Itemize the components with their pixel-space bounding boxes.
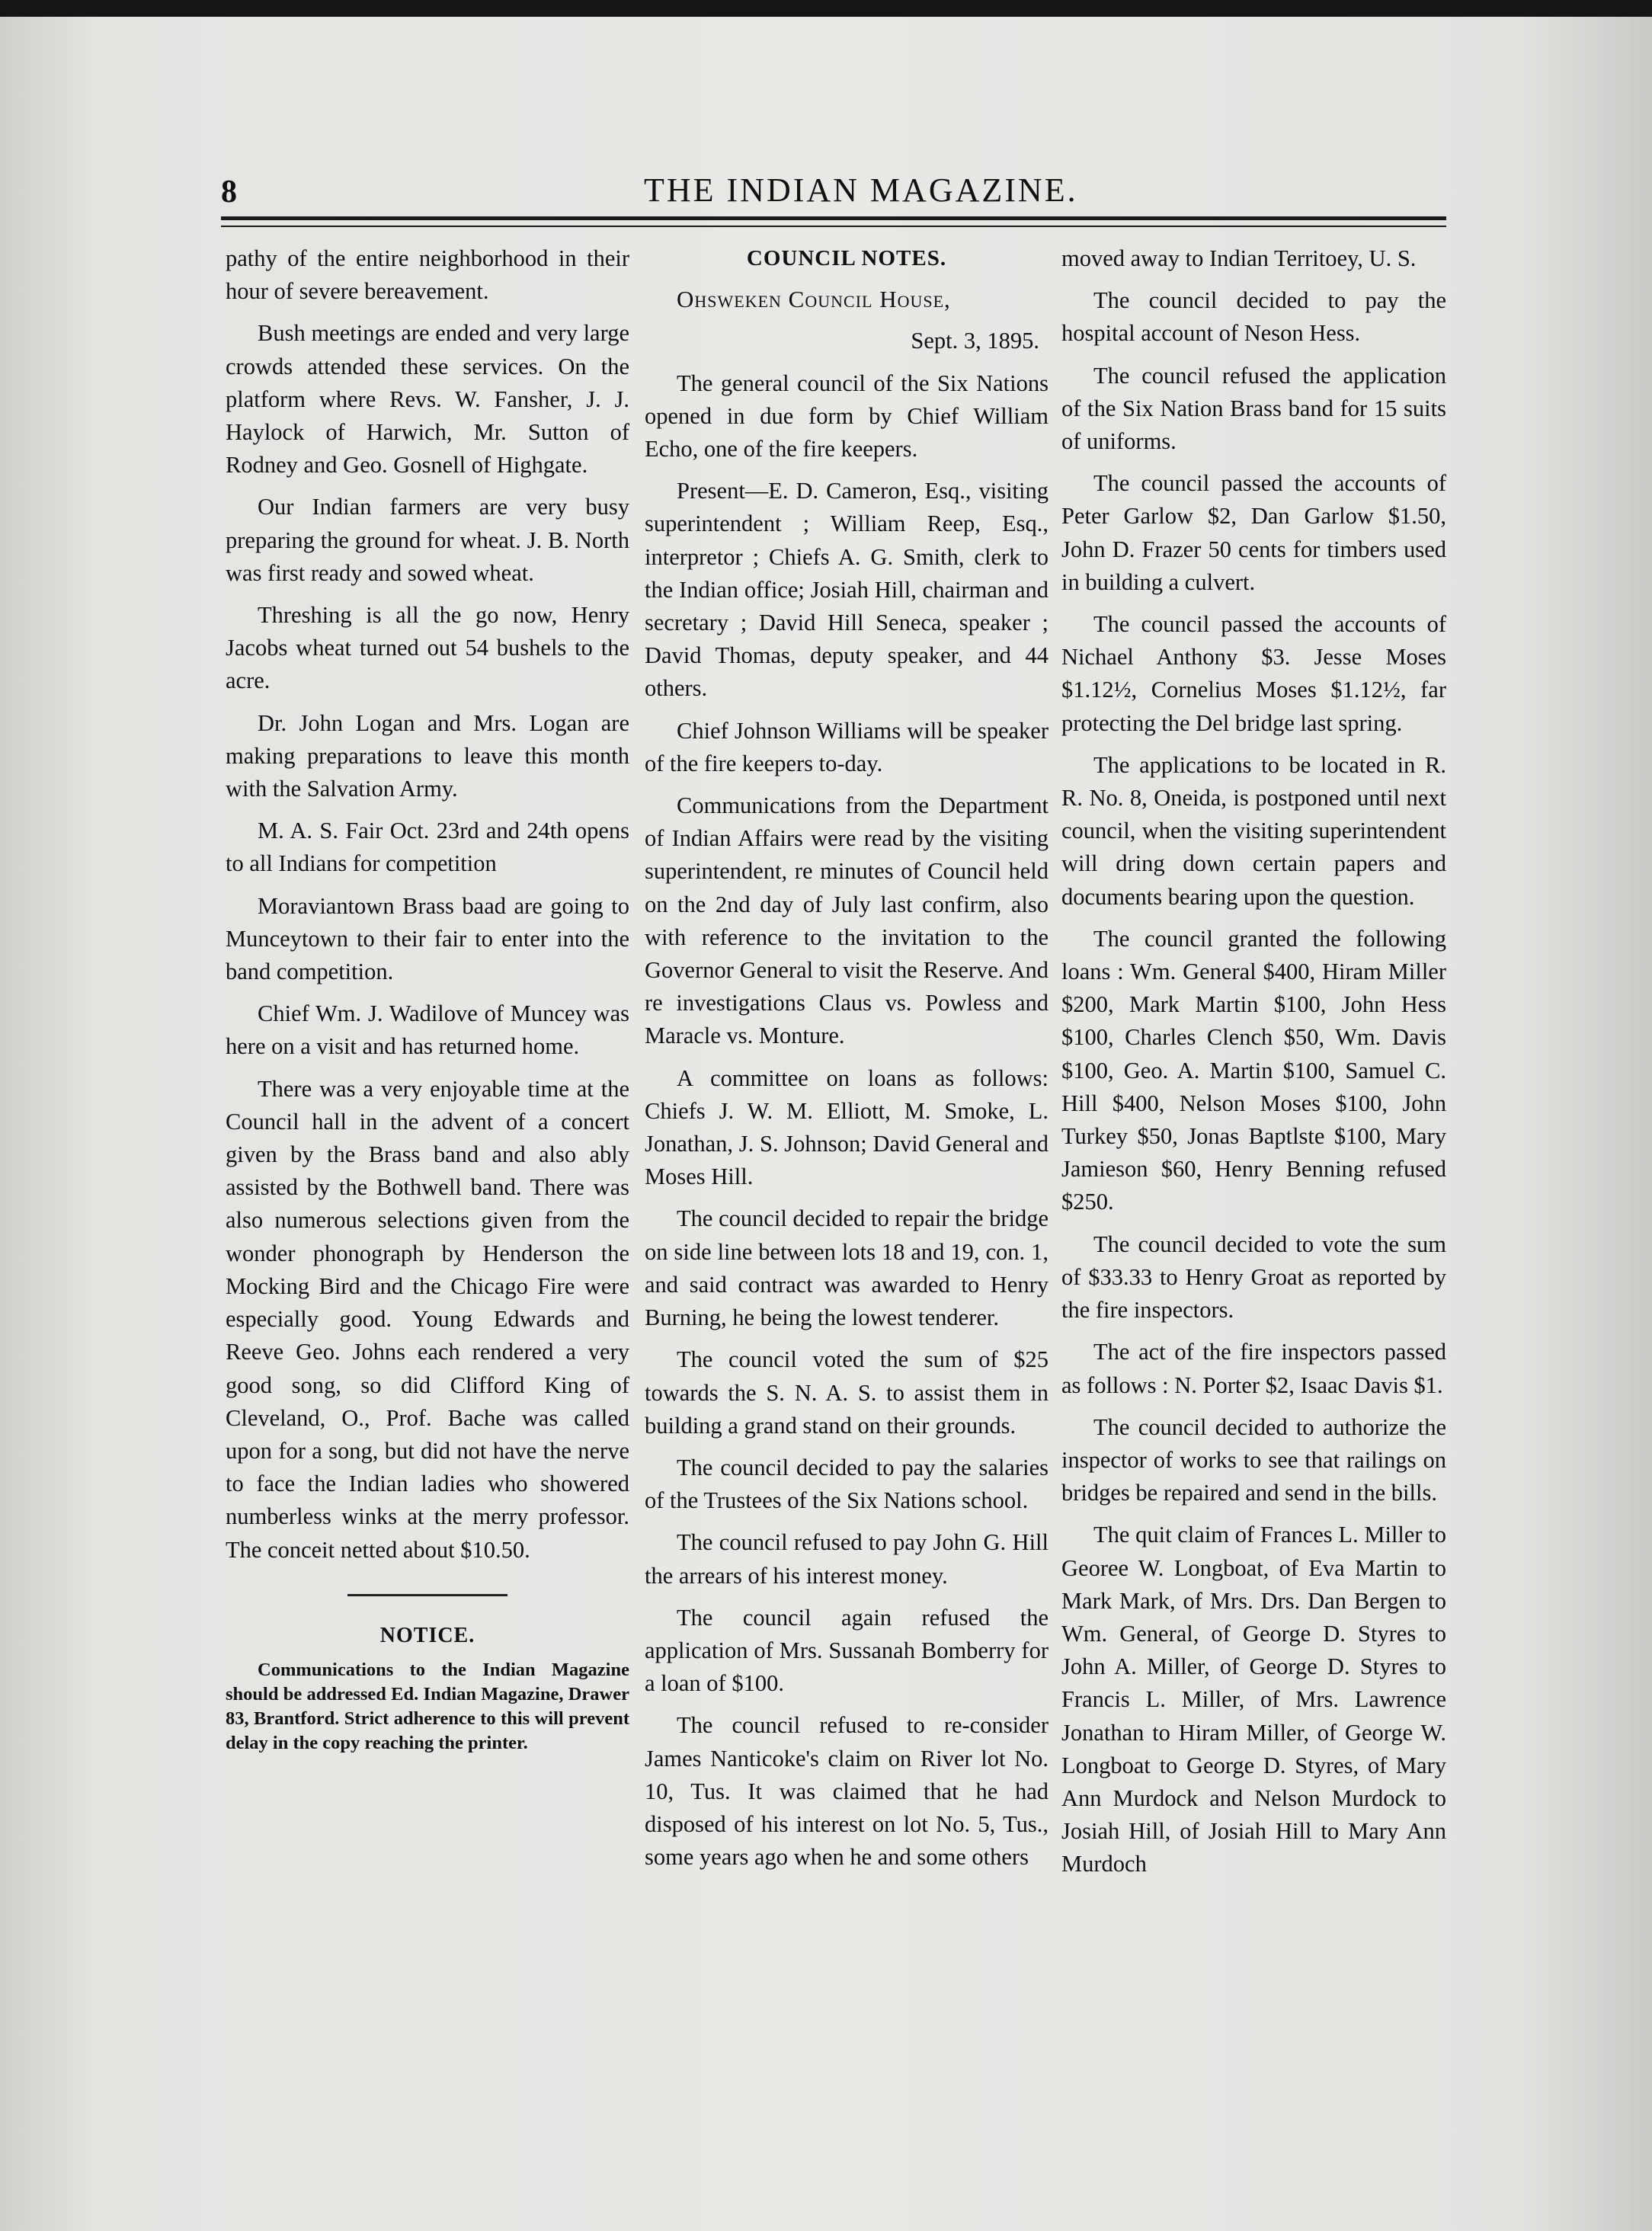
article-paragraph: A committee on loans as follows: Chiefs J. W. M. Elliott, M. Smoke, L. Jonathan, J. S. Johnson; David General and Moses Hill. [645, 1064, 1049, 1190]
article-paragraph: Moraviantown Brass baad are going to Munceytown to their fair to enter into the band competition. [226, 892, 629, 985]
article-paragraph: Chief Wm. J. Wadilove of Muncey was here on a visit and has returned home. [226, 1000, 629, 1060]
article-paragraph: The council refused the application of the Six Nation Brass band for 15 suits of uniforms. [1061, 362, 1446, 455]
article-paragraph: The council passed the accounts of Nichael Anthony $3. Jesse Moses $1.12½, Cornelius Moses $1.12½, far protecting the Del bridge last spring. [1061, 611, 1446, 736]
article-paragraph: The council again refused the application of Mrs. Sussanah Bomberry for a loan of $100. [645, 1604, 1049, 1697]
article-paragraph: The council decided to repair the bridge on side line between lots 18 and 19, con. 1, and said contract was awarded to Henry Burning, he being the lowest tenderer. [645, 1205, 1049, 1331]
header-rule-thick [221, 216, 1446, 220]
article-paragraph: Bush meetings are ended and very large crowds attended these services. On the platform where Revs. W. Fansher, J. J. Haylock of Harwich, Mr. Sutton of Rodney and Geo. Gosnell of Highgate. [226, 320, 629, 479]
column-2 [645, 242, 1049, 1883]
article-paragraph: M. A. S. Fair Oct. 23rd and 24th opens to all Indians for competition [226, 818, 629, 877]
article-paragraph: Our Indian farmers are very busy preparing the ground for wheat. J. B. North was first ready and sowed wheat. [226, 494, 629, 586]
notice-heading: NOTICE. [379, 1623, 475, 1647]
article-paragraph: Present—E. D. Cameron, Esq., visiting superintendent ; William Reep, Esq., interpretor ; Chiefs A. G. Smith, clerk to the Indian office; Josiah Hill, chairman and secretary ; David Hill Seneca, speaker ; David Thomas, deputy speaker, and 44 others. [645, 478, 1049, 702]
article-paragraph: The act of the fire inspectors passed as follows : N. Porter $2, Isaac Davis $1. [1061, 1339, 1446, 1398]
column-3 [1061, 242, 1446, 1890]
article-paragraph: The council voted the sum of $25 towards the S. N. A. S. to assist them in building a grand stand on their grounds. [645, 1346, 1049, 1439]
page-number: 8 [221, 174, 237, 210]
page-header [221, 171, 1448, 216]
article-paragraph: The council refused to pay John G. Hill the arrears of his interest money. [645, 1529, 1049, 1589]
article-paragraph: The council granted the following loans : Wm. General $400, Hiram Miller $200, Mark Martin $100, John Hess $100, Charles Clench $50, Wm. Davis $100, Geo. A. Martin $100, Samuel C. Hill $400, Nelson Moses $100, John Turkey $50, Jonas Baptlste $100, Mary Jamieson $60, Henry Benning refused $250. [1061, 925, 1446, 1215]
article-paragraph: Dr. John Logan and Mrs. Logan are making preparations to leave this month with the Salvation Army. [226, 709, 629, 802]
article-paragraph: Threshing is all the go now, Henry Jacobs wheat turned out 54 bushels to the acre. [226, 602, 629, 694]
article-paragraph: moved away to Indian Territoey, U. S. [1061, 245, 1417, 271]
article-paragraph: The council refused to re-consider James Nanticoke's claim on River lot No. 10, Tus. It was claimed that he had disposed of his interest on lot No. 5, Tus., some years ago when he and some others [645, 1712, 1049, 1871]
article-paragraph: Chief Johnson Williams will be speaker of the fire keepers to-day. [645, 717, 1049, 776]
article-paragraph: There was a very enjoyable time at the Council hall in the advent of a concert given by the Brass band and also ably assisted by the Bothwell band. There was also numerous selections given from the wonder phonograph by Henderson the Mocking Bird and the Chicago Fire were especially good. Young Edwards and Reeve Geo. Johns each rendered a very good song, so did Clifford King of Cleveland, O., Prof. Bache was called upon for a song, but did not have the nerve to face the Indian ladies who showered numberless winks at the merry professor. The conceit netted about $10.50. [226, 1075, 629, 1563]
article-paragraph: The council decided to authorize the inspector of works to see that railings on bridges be repaired and send in the bills. [1061, 1413, 1446, 1506]
council-notes-heading: COUNCIL NOTES. [746, 246, 947, 270]
dateline-date: Sept. 3, 1895. [911, 328, 1039, 354]
article-paragraph: The council decided to pay the salaries of the Trustees of the Six Nations school. [645, 1454, 1049, 1514]
article-paragraph: The quit claim of Frances L. Miller to Georee W. Longboat, of Eva Martin to Mark Mark, of Mrs. Drs. Dan Bergen to Wm. General, of George D. Styres to John A. Miller, of George D. Styres to Francis L. Miller, of Mrs. Lawrence Jonathan to Hiram Miller, of George W. Longboat to George D. Styres, of Mary Ann Murdock and Nelson Murdock to Josiah Hill, of Josiah Hill to Mary Ann Murdoch [1061, 1522, 1446, 1877]
header-rule-thin [221, 226, 1446, 227]
article-paragraph: The general council of the Six Nations opened in due form by Chief William Echo, one of the fire keepers. [645, 370, 1049, 463]
article-paragraph: The council decided to pay the hospital account of Neson Hess. [1061, 287, 1446, 347]
article-paragraph: pathy of the entire neighborhood in their hour of severe bereavement. [226, 245, 629, 305]
dateline-place: Ohsweken Council House, [677, 286, 951, 313]
article-paragraph: Communications from the Department of Indian Affairs were read by the visiting superintendent, re minutes of Council held on the 2nd day of July last confirm, also with reference to the invitation to the Governor General to visit the Reserve. And re investigations Claus vs. Powless and Maracle vs. Monture. [645, 792, 1049, 1049]
column-1 [226, 242, 629, 1765]
article-paragraph: The council passed the accounts of Peter Garlow $2, Dan Garlow $1.50, John D. Frazer 50 cents for timbers used in building a culvert. [1061, 470, 1446, 595]
masthead-title: THE INDIAN MAGAZINE. [644, 171, 1078, 209]
article-paragraph: The applications to be located in R. R. No. 8, Oneida, is postponed until next council, when the visiting superintendent will dring down certain papers and documents bearing upon the question. [1061, 751, 1446, 910]
notice-body: Communications to the Indian Magazine should be addressed Ed. Indian Magazine, Drawer 83, Brantford. Strict adherence to this will prevent delay in the copy reaching the printer. [226, 1659, 629, 1753]
scan-top-border [0, 0, 1652, 17]
article-paragraph: The council decided to vote the sum of $33.33 to Henry Groat as reported by the fire inspectors. [1061, 1231, 1446, 1324]
notice-divider [347, 1594, 507, 1596]
